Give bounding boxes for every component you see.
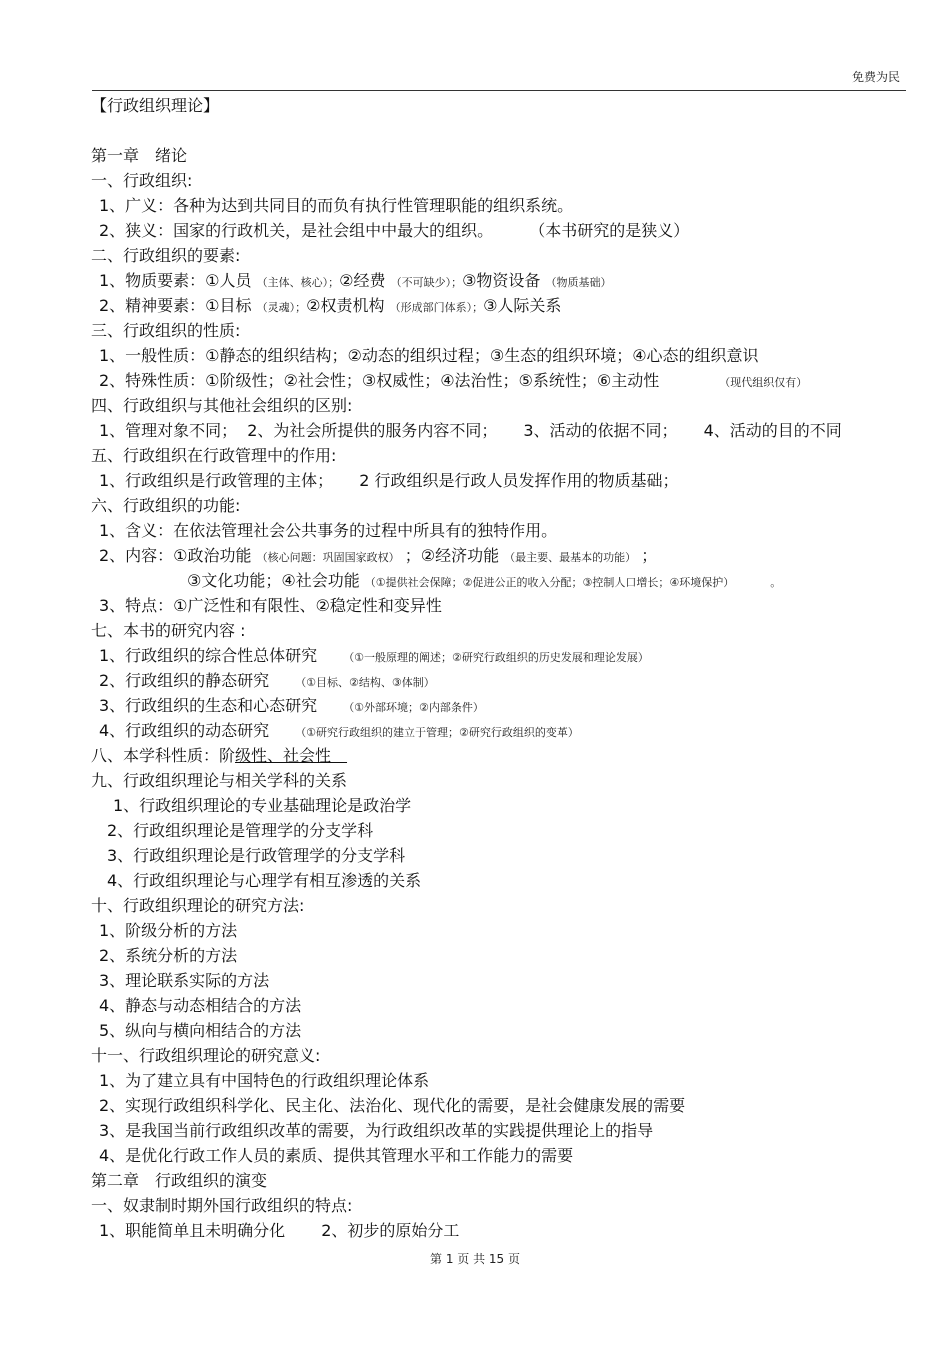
section-heading: 一、行政组织: xyxy=(91,171,193,190)
item-text: ②经费 xyxy=(339,271,386,290)
item-note: （主体、核心）； xyxy=(256,276,340,289)
item-text: 2、初步的原始分工 xyxy=(321,1221,460,1240)
item-text: ； xyxy=(641,546,658,565)
item-note: （不可缺少）； xyxy=(390,276,463,289)
list-item: 3、特点：①广泛性和有限性、②稳定性和变异性 xyxy=(99,596,442,615)
list-item: 4、是优化行政工作人员的素质、提供其管理水平和工作能力的需要 xyxy=(99,1146,574,1165)
item-text: 2、特殊性质：①阶级性；②社会性；③权威性；④法治性；⑤系统性；⑥主动性 xyxy=(99,371,660,390)
item-note: （①提供社会保障；②促进公正的收入分配；③控制人口增长；④环境保护） xyxy=(364,576,735,589)
list-item: 1、含义：在依法管理社会公共事务的过程中所具有的独特作用。 xyxy=(99,521,558,540)
item-text: ③文化功能；④社会功能 xyxy=(187,571,360,590)
section-heading: 十、行政组织理论的研究方法: xyxy=(91,896,305,915)
item-note: （本书研究的是狭义） xyxy=(529,221,690,240)
chapter-heading: 第一章 绪论 xyxy=(91,146,188,165)
list-item xyxy=(91,643,911,668)
item-note: （物质基础） xyxy=(545,276,612,289)
item-text: 1、管理对象不同； xyxy=(99,421,238,440)
item-note: （最主要、最基本的功能） xyxy=(504,551,637,564)
item-text: 2、内容：①政治功能 xyxy=(99,546,252,565)
item-note: （形成部门体系）； xyxy=(389,301,484,314)
item-text: 1、行政组织的综合性总体研究 xyxy=(99,646,318,665)
list-item xyxy=(91,718,911,743)
item-text: 3、活动的依据不同； xyxy=(523,421,678,440)
item-text: 1、职能简单且未明确分化 xyxy=(99,1221,286,1240)
item-text: 4、行政组织的动态研究 xyxy=(99,721,270,740)
section-heading: 五、行政组织在行政管理中的作用: xyxy=(91,446,337,465)
list-item xyxy=(91,268,911,293)
section-heading: 七、本书的研究内容 : xyxy=(91,621,246,640)
item-note: （①一般原理的阐述；②研究行政组织的历史发展和理论发展） xyxy=(343,651,649,664)
list-item: 5、纵向与横向相结合的方法 xyxy=(99,1021,302,1040)
list-item: 3、理论联系实际的方法 xyxy=(99,971,270,990)
item-text: 2 行政组织是行政人员发挥作用的物质基础； xyxy=(359,471,679,490)
item-note: （①目标、②结构、③体制） xyxy=(295,676,435,689)
chapter-heading: 第二章 行政组织的演变 xyxy=(91,1171,268,1190)
page-footer: 第 1 页 共 15 页 xyxy=(430,1252,520,1266)
underlined-text: 级性、社会性 xyxy=(235,746,348,765)
list-item: 4、静态与动态相结合的方法 xyxy=(99,996,302,1015)
header-divider xyxy=(92,90,906,91)
item-note: （现代组织仅有） xyxy=(719,376,808,389)
item-text: 2、狭义：国家的行政机关，是社会组中中最大的组织。 xyxy=(99,221,494,240)
header-label: 免费为民 xyxy=(851,70,900,84)
list-item: 1、行政组织理论的专业基础理论是政治学 xyxy=(113,796,412,815)
list-item xyxy=(91,568,911,593)
list-item xyxy=(91,668,911,693)
document-title: 【行政组织理论】 xyxy=(91,96,220,115)
list-item xyxy=(91,693,911,718)
list-item xyxy=(91,368,911,393)
list-item xyxy=(91,468,911,493)
list-item: 4、行政组织理论与心理学有相互渗透的关系 xyxy=(107,871,422,890)
list-item: 2、实现行政组织科学化、民主化、法治化、现代化的需要，是社会健康发展的需要 xyxy=(99,1096,686,1115)
list-item xyxy=(91,543,911,568)
document-body xyxy=(91,93,911,1243)
item-note: （灵魂）； xyxy=(256,301,307,314)
section-heading: 三、行政组织的性质: xyxy=(91,321,241,340)
blank-line xyxy=(91,118,911,143)
section-heading: 六、行政组织的功能: xyxy=(91,496,241,515)
section-heading: 十一、行政组织理论的研究意义: xyxy=(91,1046,321,1065)
list-item: 1、为了建立具有中国特色的行政组织理论体系 xyxy=(99,1071,430,1090)
item-note: （①外部环境；②内部条件） xyxy=(343,701,484,714)
item-text: ③人际关系 xyxy=(483,296,562,315)
item-text: 2、精神要素：①目标 xyxy=(99,296,252,315)
list-item xyxy=(91,418,911,443)
list-item xyxy=(91,1218,911,1243)
section-heading: 二、行政组织的要素: xyxy=(91,246,241,265)
list-item: 1、一般性质：①静态的组织结构；②动态的组织过程；③生态的组织环境；④心态的组织意识 xyxy=(99,346,759,365)
list-item: 1、阶级分析的方法 xyxy=(99,921,238,940)
item-text: 3、行政组织的生态和心态研究 xyxy=(99,696,318,715)
item-text: 4、活动的目的不同 xyxy=(703,421,842,440)
list-item xyxy=(91,293,911,318)
section-heading xyxy=(91,743,911,768)
item-note: 。 xyxy=(770,576,782,589)
item-text: 1、行政组织是行政管理的主体； xyxy=(99,471,334,490)
item-text: ③物资设备 xyxy=(462,271,541,290)
item-note: （①研究行政组织的建立于管理；②研究行政组织的变革） xyxy=(295,726,579,739)
section-heading: 四、行政组织与其他社会组织的区别: xyxy=(91,396,353,415)
list-item: 3、是我国当前行政组织改革的需要，为行政组织改革的实践提供理论上的指导 xyxy=(99,1121,654,1140)
item-text: ②权责机构 xyxy=(306,296,385,315)
item-text: 2、行政组织的静态研究 xyxy=(99,671,270,690)
item-note: （核心问题：巩固国家政权） xyxy=(256,551,400,564)
section-heading: 九、行政组织理论与相关学科的关系 xyxy=(91,771,348,790)
item-text: 2、为社会所提供的服务内容不同； xyxy=(247,421,498,440)
list-item: 1、广义：各种为达到共同目的而负有执行性管理职能的组织系统。 xyxy=(99,196,574,215)
list-item: 3、行政组织理论是行政管理学的分支学科 xyxy=(107,846,406,865)
list-item: 2、行政组织理论是管理学的分支学科 xyxy=(107,821,374,840)
list-item: 2、系统分析的方法 xyxy=(99,946,238,965)
section-heading: 一、奴隶制时期外国行政组织的特点: xyxy=(91,1196,353,1215)
list-item xyxy=(91,218,911,243)
item-text: ；②经济功能 xyxy=(404,546,500,565)
item-text: 八、本学科性质：阶 xyxy=(91,746,236,765)
item-text: 1、物质要素：①人员 xyxy=(99,271,252,290)
